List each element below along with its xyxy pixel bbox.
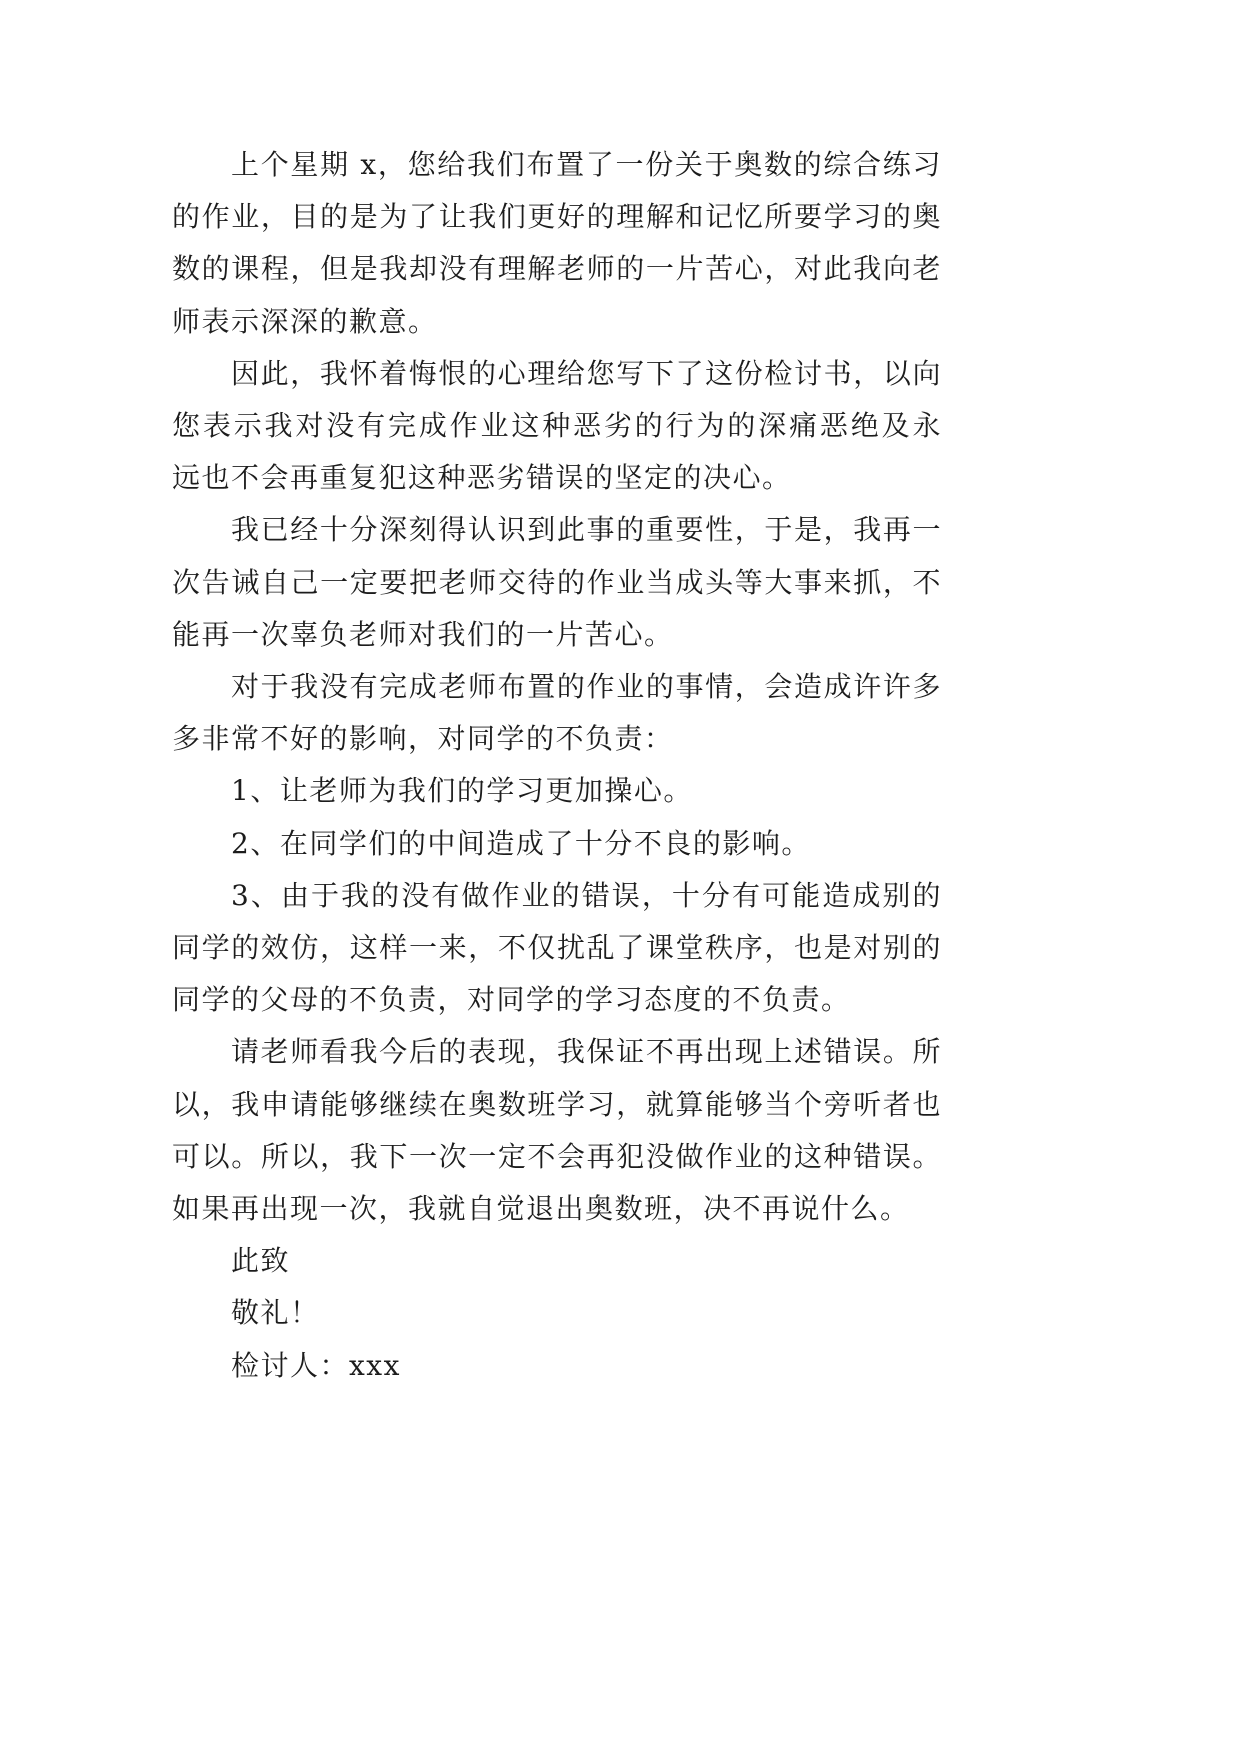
text-line: 上个星期 x，您给我们布置了一份关于奥数的综合练习 [231, 148, 942, 181]
text-line: 如果再出现一次，我就自觉退出奥数班，决不再说什么。 [172, 1192, 910, 1226]
text-line: 能再一次辜负老师对我们的一片苦心。 [172, 617, 674, 651]
document-body [172, 139, 942, 1392]
paragraph-promise [172, 1026, 942, 1235]
text-line: 3、由于我的没有做作业的错误，十分有可能造成别的 [231, 878, 942, 912]
text-line: 因此，我怀着悔恨的心理给您写下了这份检讨书，以向 [231, 356, 942, 390]
text-line: 多非常不好的影响，对同学的不负责： [172, 722, 674, 756]
signature-line: 检讨人：xxx [231, 1348, 401, 1382]
text-line: 2、在同学们的中间造成了十分不良的影响。 [231, 826, 811, 860]
paragraph-recognition [172, 504, 942, 661]
paragraph-regret [172, 348, 942, 505]
salutation-line: 敬礼！ [231, 1296, 320, 1330]
closing-line: 此致 [231, 1244, 291, 1278]
text-line: 数的课程，但是我却没有理解老师的一片苦心，对此我向老 [172, 252, 942, 286]
text-line: 的作业，目的是为了让我们更好的理解和记忆所要学习的奥 [172, 200, 942, 234]
text-line: 同学的父母的不负责，对同学的学习态度的不负责。 [172, 983, 851, 1017]
text-line: 同学的效仿，这样一来，不仅扰乱了课堂秩序，也是对别的 [172, 931, 942, 965]
list-item-1 [172, 765, 942, 817]
list-item-2 [172, 818, 942, 870]
text-line: 您表示我对没有完成作业这种恶劣的行为的深痛恶绝及永 [172, 409, 942, 443]
text-line: 次告诫自己一定要把老师交待的作业当成头等大事来抓，不 [172, 565, 942, 599]
text-line: 可以。所以，我下一次一定不会再犯没做作业的这种错误。 [172, 1139, 942, 1173]
text-line: 远也不会再重复犯这种恶劣错误的坚定的决心。 [172, 461, 792, 495]
text-line: 以，我申请能够继续在奥数班学习，就算能够当个旁听者也 [172, 1087, 942, 1121]
text-line: 师表示深深的歉意。 [172, 304, 438, 338]
text-line: 对于我没有完成老师布置的作业的事情，会造成许许多 [231, 670, 942, 704]
paragraph-consequences [172, 661, 942, 765]
list-item-3 [172, 870, 942, 1027]
text-line: 请老师看我今后的表现，我保证不再出现上述错误。所 [231, 1035, 942, 1069]
paragraph-apology [172, 139, 942, 348]
text-line: 1、让老师为我们的学习更加操心。 [231, 774, 693, 808]
text-line: 我已经十分深刻得认识到此事的重要性，于是，我再一 [231, 513, 942, 547]
